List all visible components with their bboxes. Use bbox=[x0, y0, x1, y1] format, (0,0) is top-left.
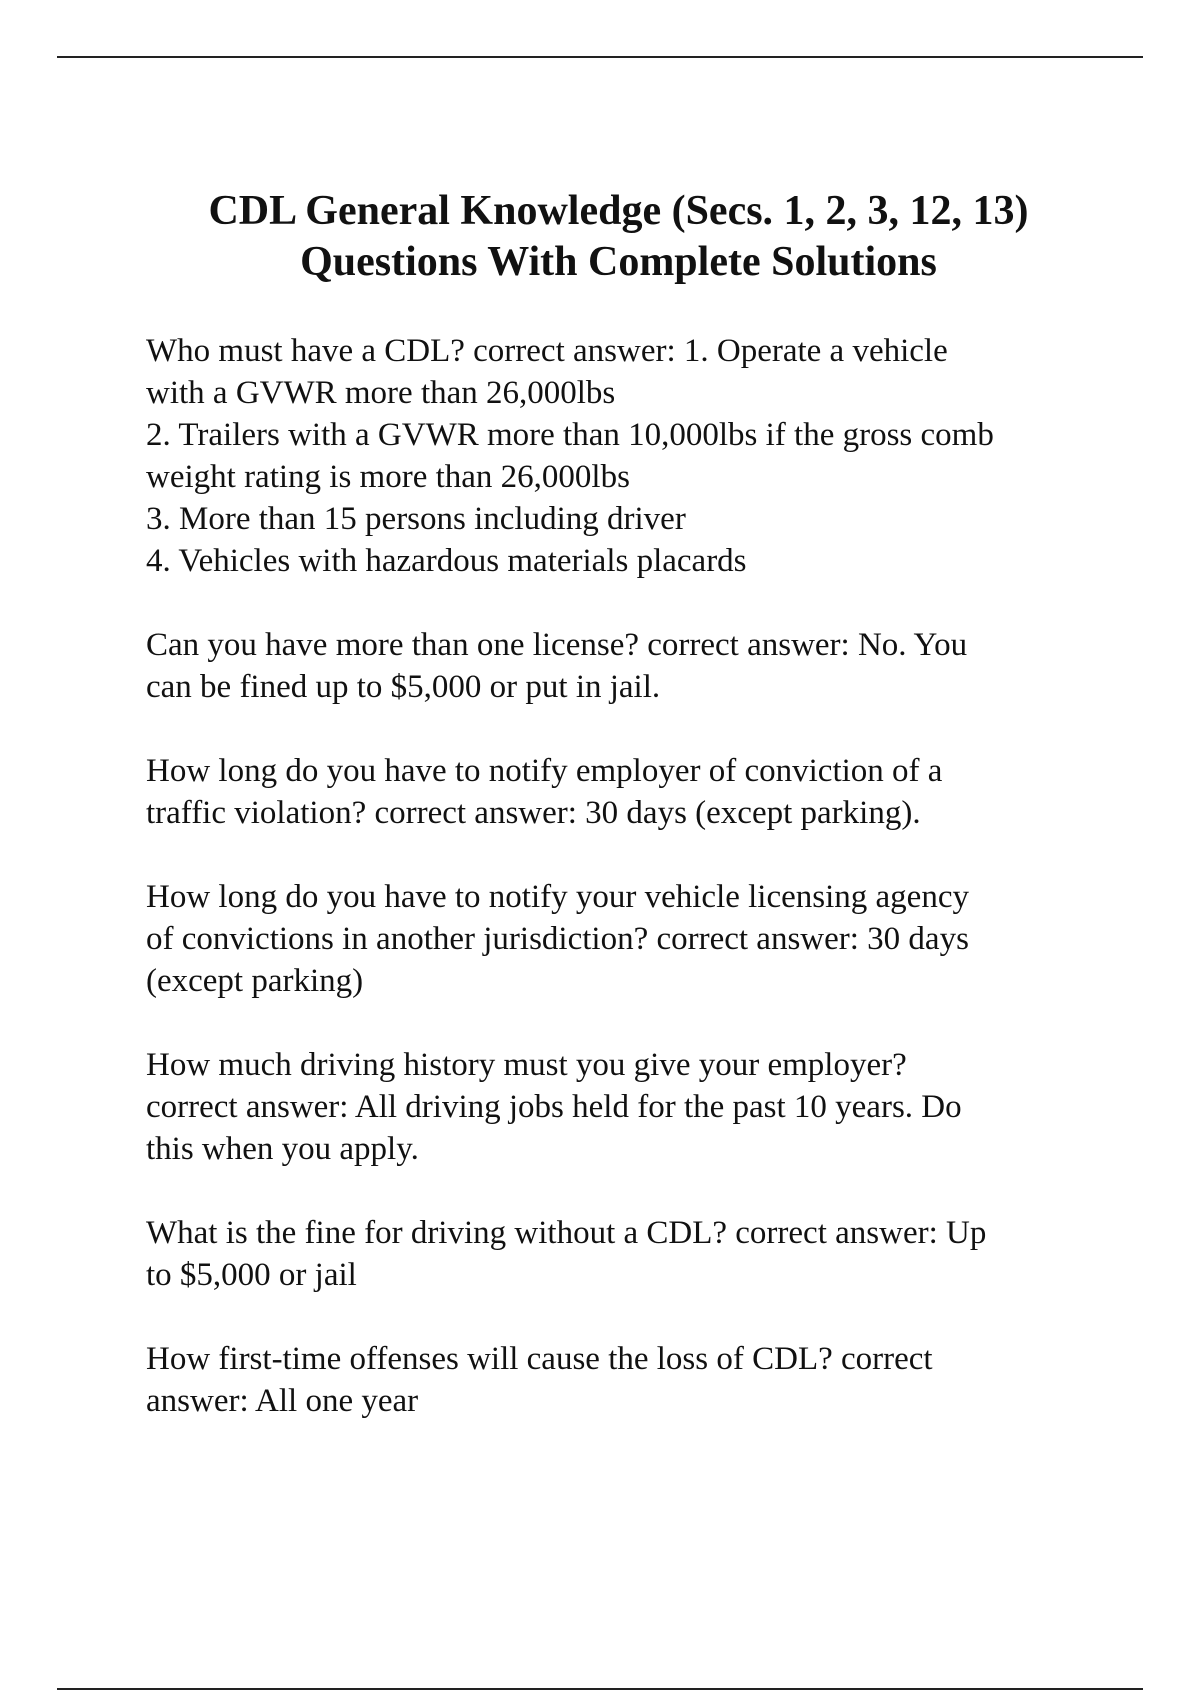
qa-line: with a GVWR more than 26,000lbs bbox=[146, 375, 616, 411]
qa-line: How first-time offenses will cause the loss of CDL? correct bbox=[146, 1341, 933, 1377]
qa-line: How long do you have to notify your vehicle licensing agency bbox=[146, 879, 969, 915]
qa-line: weight rating is more than 26,000lbs bbox=[146, 459, 630, 495]
qa-line: this when you apply. bbox=[146, 1131, 419, 1167]
qa-line: What is the fine for driving without a CDL? correct answer: Up bbox=[146, 1215, 987, 1251]
qa-line: 2. Trailers with a GVWR more than 10,000lbs if the gross comb bbox=[146, 417, 994, 453]
qa-line: correct answer: All driving jobs held for the past 10 years. Do bbox=[146, 1089, 962, 1125]
qa-item bbox=[146, 330, 1106, 582]
qa-line: answer: All one year bbox=[146, 1383, 419, 1419]
top-rule bbox=[57, 56, 1143, 58]
document-title bbox=[100, 186, 1137, 288]
qa-line: Can you have more than one license? correct answer: No. You bbox=[146, 627, 968, 663]
title-line-2: Questions With Complete Solutions bbox=[300, 239, 937, 285]
qa-line: of convictions in another jurisdiction? correct answer: 30 days bbox=[146, 921, 969, 957]
title-line-1: CDL General Knowledge (Secs. 1, 2, 3, 12, 13) bbox=[208, 188, 1029, 234]
qa-line: traffic violation? correct answer: 30 days (except parking). bbox=[146, 795, 921, 831]
qa-item bbox=[146, 876, 1106, 1002]
qa-list bbox=[146, 330, 1106, 1464]
bottom-rule bbox=[57, 1688, 1143, 1690]
qa-line: can be fined up to $5,000 or put in jail. bbox=[146, 669, 661, 705]
qa-item bbox=[146, 750, 1106, 834]
qa-item bbox=[146, 624, 1106, 708]
qa-line: 4. Vehicles with hazardous materials placards bbox=[146, 543, 747, 579]
qa-line: How long do you have to notify employer of conviction of a bbox=[146, 753, 943, 789]
qa-line: to $5,000 or jail bbox=[146, 1257, 357, 1293]
qa-line: 3. More than 15 persons including driver bbox=[146, 501, 686, 537]
qa-item bbox=[146, 1212, 1106, 1296]
qa-item bbox=[146, 1044, 1106, 1170]
qa-line: (except parking) bbox=[146, 963, 364, 999]
qa-item bbox=[146, 1338, 1106, 1422]
qa-line: How much driving history must you give your employer? bbox=[146, 1047, 907, 1083]
qa-line: Who must have a CDL? correct answer: 1. Operate a vehicle bbox=[146, 333, 948, 369]
